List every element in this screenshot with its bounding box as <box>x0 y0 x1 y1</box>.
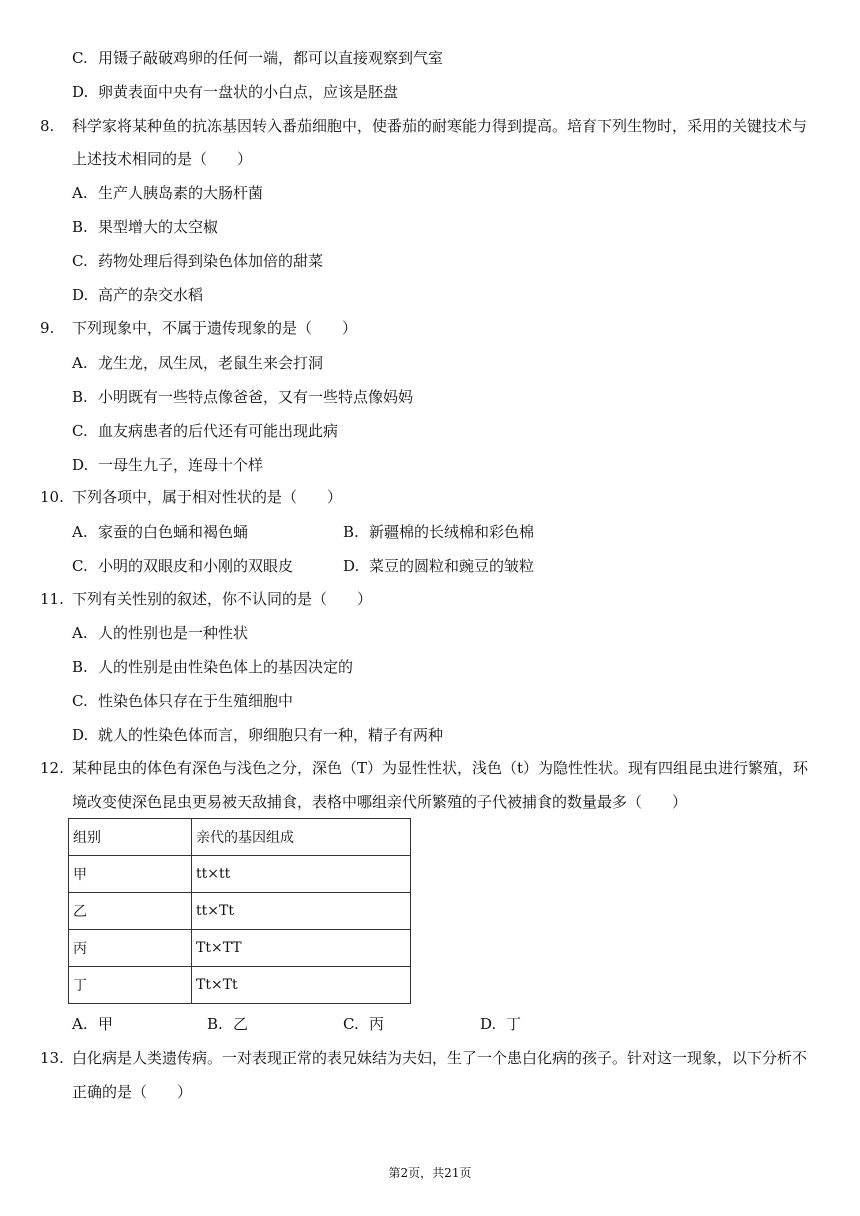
q8-stem-line2: 上述技术相同的是（ ） <box>72 150 253 168</box>
q11-stem: 下列有关性别的叙述，你不认同的是（ ） <box>72 590 373 608</box>
table-header-row <box>69 819 411 856</box>
q10-stem: 下列各项中，属于相对性状的是（ ） <box>72 488 343 506</box>
q9-option-b: B. 小明既有一些特点像爸爸，又有一些特点像妈妈 <box>72 388 414 406</box>
q11-number: 11. <box>40 590 64 608</box>
table-cell: 乙 <box>69 893 192 930</box>
q12-stem-line2: 境改变使深色昆虫更易被天敌捕食，表格中哪组亲代所繁殖的子代被捕食的数量最多（ ） <box>72 793 688 811</box>
q8-option-b: B. 果型增大的太空椒 <box>72 218 219 236</box>
q12-option-b: B. 乙 <box>207 1015 249 1033</box>
q10-number: 10. <box>40 488 64 506</box>
table-cell: 甲 <box>69 856 192 893</box>
q8-option-d: D. 高产的杂交水稻 <box>72 286 204 304</box>
q10-option-b: B. 新疆棉的长绒棉和彩色棉 <box>343 523 535 541</box>
table-cell: 丙 <box>69 930 192 967</box>
q11-option-b: B. 人的性别是由性染色体上的基因决定的 <box>72 658 354 676</box>
table-header-cell: 组别 <box>69 819 192 856</box>
q8-stem-line1: 科学家将某种鱼的抗冻基因转入番茄细胞中，使番茄的耐寒能力得到提高。培育下列生物时，采用的关键技术与 <box>72 117 808 135</box>
table-cell: 丁 <box>69 967 192 1004</box>
q12-option-c: C. 丙 <box>343 1015 385 1033</box>
table-cell: Tt×Tt <box>192 967 411 1004</box>
q10-option-c: C. 小明的双眼皮和小刚的双眼皮 <box>72 557 294 575</box>
q7-option-c: C. 用镊子敲破鸡卵的任何一端，都可以直接观察到气室 <box>72 49 444 67</box>
q8-option-c: C. 药物处理后得到染色体加倍的甜菜 <box>72 252 324 270</box>
q9-option-d: D. 一母生九子，连母十个样 <box>72 456 264 474</box>
q12-stem-line1: 某种昆虫的体色有深色与浅色之分，深色（T）为显性性状，浅色（t）为隐性性状。现有四组昆虫进行繁殖，环 <box>72 759 809 777</box>
q9-option-c: C. 血友病患者的后代还有可能出现此病 <box>72 422 339 440</box>
q11-option-c: C. 性染色体只存在于生殖细胞中 <box>72 692 294 710</box>
q12-option-a: A. 甲 <box>72 1015 114 1033</box>
table-row <box>69 856 411 893</box>
q13-stem-line1: 白化病是人类遗传病。一对表现正常的表兄妹结为夫妇，生了一个患白化病的孩子。针对这一现象，以下分析不 <box>72 1049 808 1067</box>
q13-stem-line2: 正确的是（ ） <box>72 1083 193 1101</box>
q8-option-a: A. 生产人胰岛素的大肠杆菌 <box>72 184 264 202</box>
table-row <box>69 930 411 967</box>
q10-option-a: A. 家蚕的白色蛹和褐色蛹 <box>72 523 249 541</box>
q9-option-a: A. 龙生龙，凤生凤，老鼠生来会打洞 <box>72 354 324 372</box>
q7-option-d: D. 卵黄表面中央有一盘状的小白点，应该是胚盘 <box>72 83 399 101</box>
page-footer: 第2页，共21页 <box>388 1166 472 1180</box>
q12-option-d: D. 丁 <box>480 1015 522 1033</box>
table-cell: tt×Tt <box>192 893 411 930</box>
q11-option-d: D. 就人的性染色体而言，卵细胞只有一种，精子有两种 <box>72 726 444 744</box>
table-row <box>69 967 411 1004</box>
genotype-table <box>68 818 411 1004</box>
q12-number: 12. <box>40 759 64 777</box>
q11-option-a: A. 人的性别也是一种性状 <box>72 624 249 642</box>
q10-option-d: D. 菜豆的圆粒和豌豆的皱粒 <box>343 557 535 575</box>
q9-stem: 下列现象中，不属于遗传现象的是（ ） <box>72 319 358 337</box>
table-row <box>69 893 411 930</box>
q9-number: 9. <box>40 319 55 337</box>
q8-number: 8. <box>40 117 55 135</box>
table-header-cell: 亲代的基因组成 <box>192 819 411 856</box>
q13-number: 13. <box>40 1049 64 1067</box>
table-cell: tt×tt <box>192 856 411 893</box>
table-cell: Tt×TT <box>192 930 411 967</box>
